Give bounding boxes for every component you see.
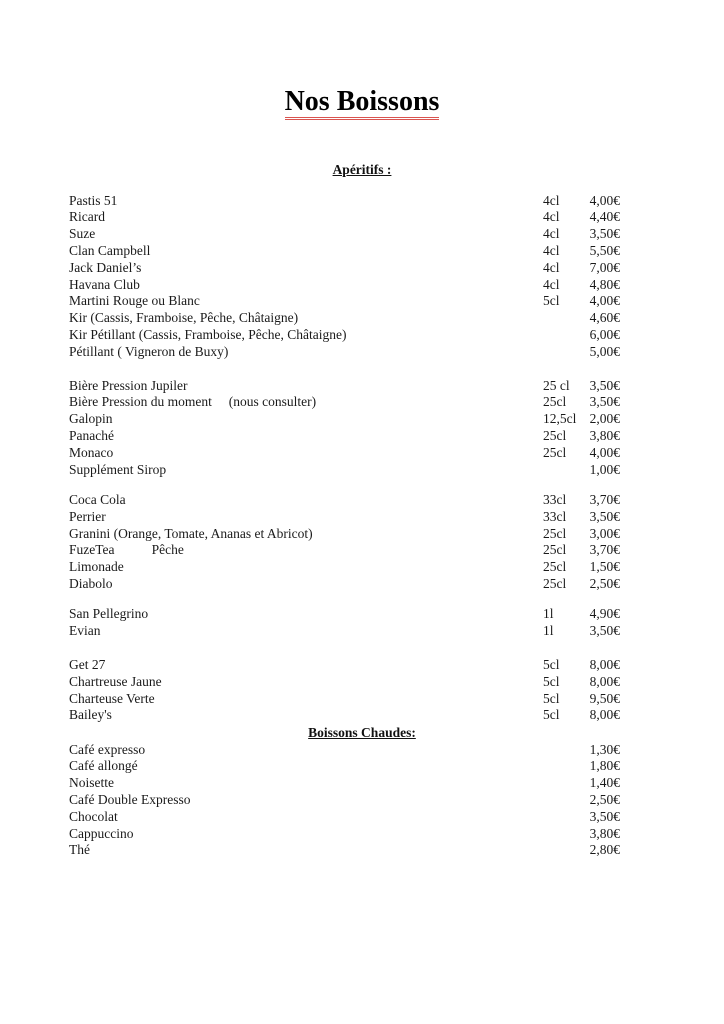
menu-item bbox=[69, 293, 629, 310]
item-volume: 4cl bbox=[543, 259, 560, 275]
menu-item bbox=[69, 758, 629, 775]
item-name: San Pellegrino bbox=[69, 606, 149, 621]
item-name: Chocolat bbox=[69, 808, 118, 824]
item-price: 3,50€ bbox=[589, 226, 620, 242]
item-name: Get 27 bbox=[69, 657, 106, 672]
item-name: Panaché bbox=[69, 427, 114, 443]
item-volume: 25cl bbox=[543, 394, 567, 410]
item-name: Charteuse Verte bbox=[69, 690, 155, 706]
item-volume: 5cl bbox=[543, 707, 560, 723]
item-price: 1,00€ bbox=[589, 461, 620, 477]
item-volume: 5cl bbox=[543, 690, 560, 706]
item-price: 9,50€ bbox=[589, 690, 620, 706]
item-name: Café Double Expresso bbox=[69, 791, 191, 807]
item-name: Jack Daniel’s bbox=[69, 259, 142, 275]
menu-item bbox=[69, 277, 629, 294]
item-name: Evian bbox=[69, 622, 101, 638]
item-volume: 25cl bbox=[543, 559, 567, 575]
menu-item bbox=[69, 243, 629, 260]
item-name: Supplément Sirop bbox=[69, 461, 167, 477]
item-name: Noisette bbox=[69, 775, 114, 791]
item-price: 4,60€ bbox=[589, 310, 620, 326]
item-price: 8,00€ bbox=[589, 673, 620, 689]
item-price: 4,00€ bbox=[589, 293, 620, 309]
item-price: 3,50€ bbox=[589, 377, 620, 393]
item-name: Bière Pression Jupiler bbox=[69, 377, 188, 393]
item-price: 8,00€ bbox=[589, 657, 620, 672]
menu-item bbox=[69, 509, 629, 526]
item-price: 4,40€ bbox=[589, 209, 620, 225]
item-volume: 4cl bbox=[543, 209, 560, 225]
item-name: Suze bbox=[69, 226, 96, 242]
group-softs bbox=[69, 492, 629, 593]
menu-item bbox=[69, 775, 629, 792]
menu-item bbox=[69, 809, 629, 826]
item-volume: 1l bbox=[543, 606, 554, 621]
item-price: 4,00€ bbox=[589, 444, 620, 460]
item-price: 3,50€ bbox=[589, 394, 620, 410]
item-price: 1,80€ bbox=[589, 758, 620, 774]
item-price: 6,00€ bbox=[589, 326, 620, 342]
item-name: Galopin bbox=[69, 411, 113, 427]
item-volume: 12,5cl bbox=[543, 411, 577, 427]
item-volume: 25 cl bbox=[543, 377, 570, 393]
item-price: 7,00€ bbox=[589, 259, 620, 275]
item-volume: 25cl bbox=[543, 542, 567, 558]
menu-item bbox=[69, 327, 629, 344]
item-name: Havana Club bbox=[69, 276, 140, 292]
menu-item bbox=[69, 559, 629, 576]
item-price: 5,00€ bbox=[589, 343, 620, 359]
item-volume: 1l bbox=[543, 622, 554, 638]
item-price: 3,00€ bbox=[589, 525, 620, 541]
item-name: Monaco bbox=[69, 444, 114, 460]
item-volume: 25cl bbox=[543, 575, 567, 591]
heading-aperitifs: Apéritifs : bbox=[332, 162, 392, 177]
menu-item bbox=[69, 742, 629, 759]
item-price: 3,50€ bbox=[589, 508, 620, 524]
menu-item bbox=[69, 623, 629, 640]
menu-item bbox=[69, 310, 629, 327]
item-price: 1,30€ bbox=[589, 741, 620, 757]
group-bieres bbox=[69, 378, 629, 479]
item-name: Pastis 51 bbox=[69, 192, 118, 208]
menu-item bbox=[69, 226, 629, 243]
item-name: Coca Cola bbox=[69, 492, 126, 507]
item-name: Cappuccino bbox=[69, 825, 134, 841]
menu-item bbox=[69, 826, 629, 843]
menu-item bbox=[69, 209, 629, 226]
group-digestifs bbox=[69, 657, 629, 724]
menu-item bbox=[69, 842, 629, 859]
item-price: 5,50€ bbox=[589, 242, 620, 258]
menu-item bbox=[69, 445, 629, 462]
item-price: 2,00€ bbox=[589, 411, 620, 427]
item-price: 3,80€ bbox=[589, 825, 620, 841]
item-volume: 5cl bbox=[543, 657, 560, 672]
item-volume: 4cl bbox=[543, 226, 560, 242]
item-volume: 33cl bbox=[543, 508, 567, 524]
item-volume: 5cl bbox=[543, 293, 560, 309]
item-name: Kir Pétillant (Cassis, Framboise, Pêche, Châtaigne) bbox=[69, 326, 347, 342]
item-price: 2,50€ bbox=[589, 791, 620, 807]
item-name: Pétillant ( Vigneron de Buxy) bbox=[69, 343, 229, 359]
item-volume: 4cl bbox=[543, 192, 560, 208]
item-name: Chartreuse Jaune bbox=[69, 673, 162, 689]
group-boissons-chaudes bbox=[69, 742, 629, 860]
menu-item bbox=[69, 526, 629, 543]
item-price: 3,50€ bbox=[589, 622, 620, 638]
menu-item bbox=[69, 691, 629, 708]
item-volume: 33cl bbox=[543, 492, 567, 507]
menu-item bbox=[69, 492, 629, 509]
item-name: FuzeTea Pêche bbox=[69, 542, 184, 558]
item-volume: 4cl bbox=[543, 276, 560, 292]
item-name: Clan Campbell bbox=[69, 242, 151, 258]
item-name: Martini Rouge ou Blanc bbox=[69, 293, 200, 309]
item-volume: 4cl bbox=[543, 242, 560, 258]
item-price: 4,00€ bbox=[589, 192, 620, 208]
menu-item bbox=[69, 792, 629, 809]
menu-item bbox=[69, 606, 629, 623]
menu-item bbox=[69, 394, 629, 411]
menu-item bbox=[69, 462, 629, 479]
heading-boissons-chaudes: Boissons Chaudes: bbox=[308, 725, 416, 740]
menu-item bbox=[69, 411, 629, 428]
menu-item bbox=[69, 260, 629, 277]
item-volume: 25cl bbox=[543, 427, 567, 443]
item-price: 1,50€ bbox=[589, 559, 620, 575]
item-price: 3,70€ bbox=[589, 492, 620, 507]
item-name: Diabolo bbox=[69, 575, 113, 591]
page-title bbox=[0, 86, 724, 120]
item-price: 3,70€ bbox=[589, 542, 620, 558]
item-price: 8,00€ bbox=[589, 707, 620, 723]
item-name: Ricard bbox=[69, 209, 105, 225]
menu-item bbox=[69, 193, 629, 210]
item-volume: 25cl bbox=[543, 525, 567, 541]
item-price: 3,80€ bbox=[589, 427, 620, 443]
group-eaux bbox=[69, 606, 629, 640]
menu-item bbox=[69, 576, 629, 593]
item-name: Perrier bbox=[69, 508, 106, 524]
item-volume: 25cl bbox=[543, 444, 567, 460]
item-volume: 5cl bbox=[543, 673, 560, 689]
item-name: Café expresso bbox=[69, 741, 146, 757]
menu-item bbox=[69, 542, 629, 559]
item-name: Bailey's bbox=[69, 707, 112, 723]
item-price: 4,90€ bbox=[589, 606, 620, 621]
item-name: Limonade bbox=[69, 559, 124, 575]
item-name: Thé bbox=[69, 842, 90, 858]
item-name: Café allongé bbox=[69, 758, 138, 774]
item-price: 4,80€ bbox=[589, 276, 620, 292]
menu-item bbox=[69, 344, 629, 361]
item-name: Granini (Orange, Tomate, Ananas et Abricot) bbox=[69, 525, 313, 541]
menu-item bbox=[69, 674, 629, 691]
menu-item bbox=[69, 707, 629, 724]
item-price: 2,80€ bbox=[589, 842, 620, 858]
item-price: 2,50€ bbox=[589, 575, 620, 591]
item-price: 1,40€ bbox=[589, 775, 620, 791]
item-price: 3,50€ bbox=[589, 808, 620, 824]
menu-item bbox=[69, 657, 629, 674]
menu-item bbox=[69, 378, 629, 395]
item-name: Kir (Cassis, Framboise, Pêche, Châtaigne) bbox=[69, 310, 299, 326]
menu-item bbox=[69, 428, 629, 445]
group-aperitifs bbox=[69, 193, 629, 361]
title-text: Nos Boissons bbox=[285, 87, 440, 120]
item-name: Bière Pression du moment (nous consulter) bbox=[69, 394, 317, 410]
